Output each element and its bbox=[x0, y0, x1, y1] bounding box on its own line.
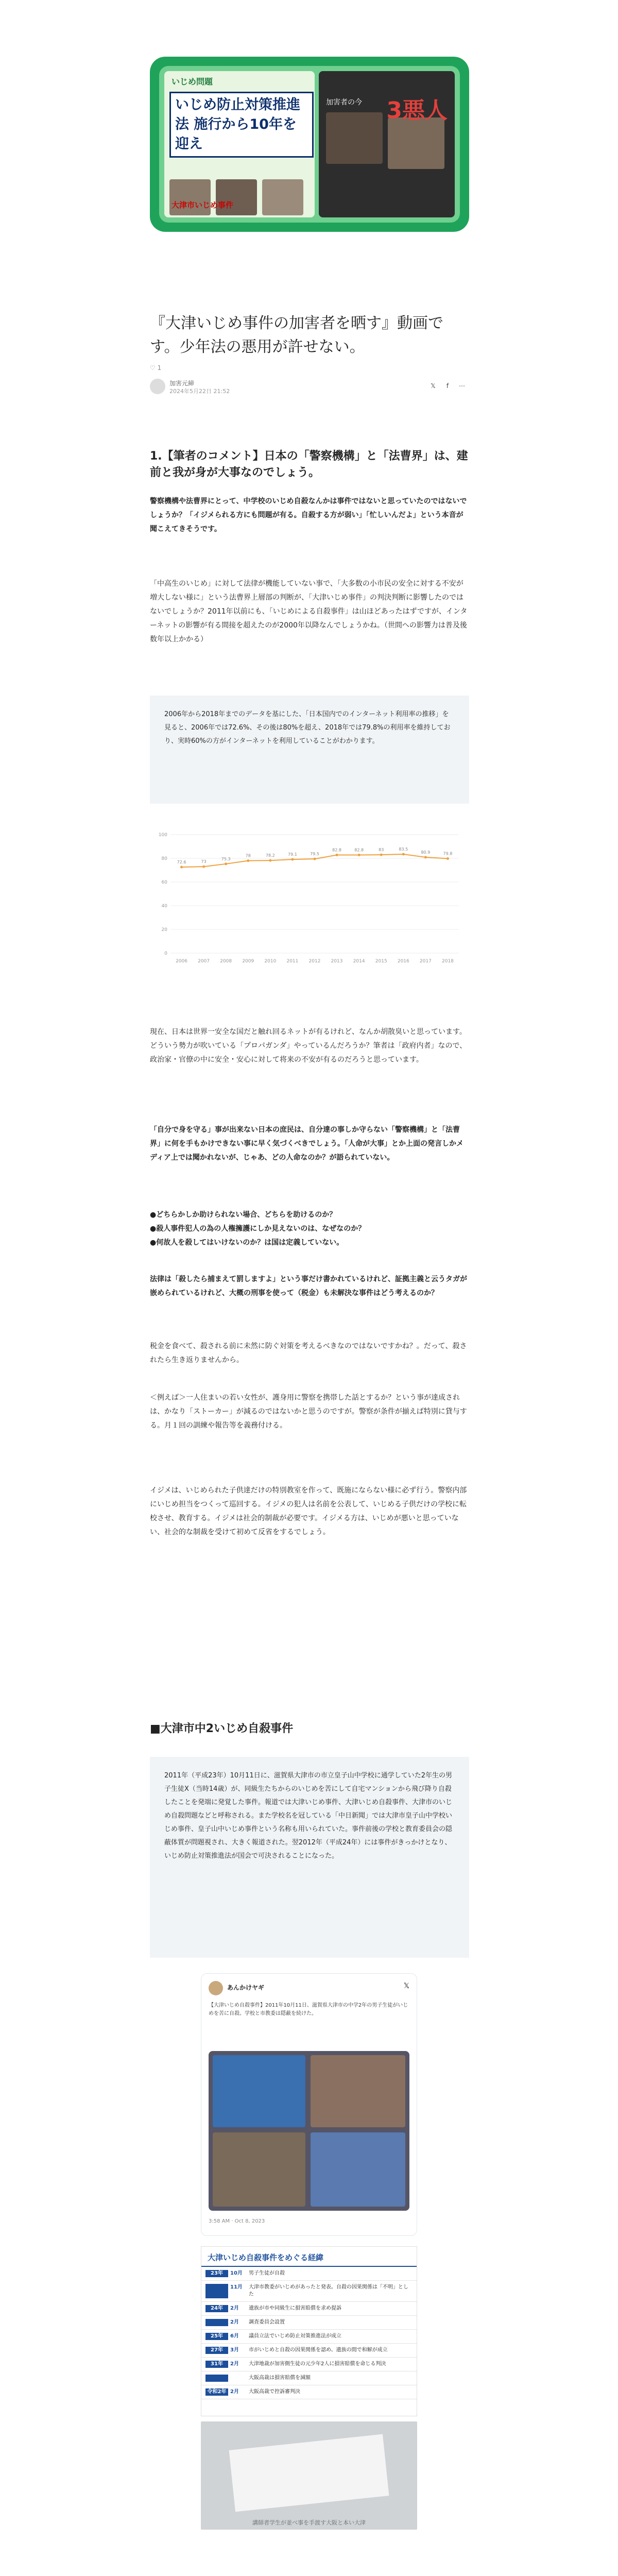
chart-point bbox=[247, 859, 249, 862]
like-count[interactable]: ♡ 1 bbox=[150, 364, 162, 371]
chart-data-label: 78 bbox=[245, 853, 251, 858]
chart-point bbox=[380, 854, 383, 856]
tweet-author[interactable]: あんかけヤギ bbox=[227, 1984, 265, 1991]
timeline-year: 23年 bbox=[205, 2270, 228, 2277]
timeline-year bbox=[205, 2284, 228, 2298]
timeline-infographic bbox=[201, 2246, 417, 2416]
chart-point bbox=[424, 856, 427, 858]
chart-point bbox=[202, 866, 205, 868]
timeline-text: 市がいじめと自殺の因果関係を認め、遺族の間で和解が成立 bbox=[249, 2347, 388, 2353]
timeline-year: 27年 bbox=[205, 2347, 228, 2354]
timeline-text: 男子生徒が自殺 bbox=[249, 2270, 285, 2276]
timeline-title: 大津いじめ自殺事件をめぐる経緯 bbox=[201, 2247, 417, 2267]
bullet-2: ●殺人事件犯人の為の人権擁護にしか見えないのは、なぜなのか？ bbox=[150, 1225, 366, 1233]
x-logo-icon[interactable]: 𝕏 bbox=[403, 1982, 409, 1990]
timeline-year: 令和2年 bbox=[205, 2388, 228, 2396]
chart-x-tick: 2016 bbox=[397, 959, 409, 964]
timeline-year: 25年 bbox=[205, 2333, 228, 2340]
avatar[interactable] bbox=[150, 379, 165, 394]
chart-data-label: 80.9 bbox=[421, 850, 431, 855]
section-1-para-5: 法律は「殺したら捕まえて罰しますよ」という事だけ書かれているけれど、証拠主義と云うタガが嵌められているけれど、大概の刑事を使って（税金）も未解決な事件はどう考えるのか？ bbox=[150, 1275, 467, 1297]
hero-frame bbox=[159, 66, 460, 223]
incident-summary-text: 2011年（平成23年）10月11日に、滋賀県大津市の市立皇子山中学校に通学していた2年生の男子生徒X（当時14歳）が、同級生たちからのいじめを苦にして自宅マンションから飛び降り自殺したことを発端に発覚した事件。報道では大津いじめ事件、大津いじめ自殺事件、大津市のいじめ自殺問題などと呼称される。また学校名を冠している「中日新聞」では大津市皇子山中学校いじめ事件、皇子山中いじめ事件という名称も用いられていた。事件前後の学校と教育委員会の隠蔽体質が問題視され、大きく報道された。翌2012年（平成24年）には事件がきっかけとなり、いじめ防止対策推進法が国会で可決されることになった。 bbox=[164, 1772, 453, 1860]
hero-photo-4 bbox=[326, 112, 383, 164]
chart-x-tick: 2006 bbox=[176, 959, 187, 964]
timeline-month: 10月 bbox=[230, 2270, 243, 2276]
timeline-month: 11月 bbox=[230, 2284, 243, 2290]
tweet-media-3 bbox=[213, 2132, 305, 2207]
chart-y-tick: 80 bbox=[161, 856, 167, 861]
chart-x-tick: 2014 bbox=[353, 959, 365, 964]
chart-data-label: 79.1 bbox=[288, 852, 297, 857]
chart-data-label: 78.2 bbox=[265, 853, 275, 858]
section-1-para-8: イジメは、いじめられた子供達だけの特別教室を作って、既施にならない様に必ず行う。警察内部にいじめ担当をつくって巡回する。イジメの犯人は名前を公表して、いじめる子供だけの学校に転校させ、教育する。イジメは社会的制裁が必要です。イジメる方は、いじめが悪いと思っていない、社会的な制裁を受けて初めて反省をするでしょう。 bbox=[150, 1486, 467, 1536]
timeline-row bbox=[201, 2385, 417, 2399]
article-meta bbox=[150, 364, 469, 399]
chart-x-tick: 2013 bbox=[331, 959, 343, 964]
timeline-text: 議員立法でいじめ防止対策推進法が成立 bbox=[249, 2333, 341, 2339]
tweet-media-1 bbox=[213, 2055, 305, 2127]
timeline-month: 3月 bbox=[230, 2347, 239, 2353]
chart-point bbox=[291, 858, 294, 861]
timeline-month: 2月 bbox=[230, 2389, 239, 2395]
embedded-tweet[interactable] bbox=[201, 1973, 417, 2236]
timeline-month: 6月 bbox=[230, 2333, 239, 2339]
chart-data-label: 83 bbox=[379, 848, 384, 853]
chart-x-tick: 2008 bbox=[220, 959, 232, 964]
chart-point bbox=[358, 854, 360, 856]
timeline-row bbox=[201, 2358, 417, 2371]
section-1-para-1: 警察機構や法曹界にとって、中学校のいじめ自殺なんかは事件ではないと思っていたのではないでしょうか？「イジメられる方にも問題が有る。自殺する方が弱い」「忙しいんだよ」という本音が聞こえてきそうです。 bbox=[150, 497, 467, 533]
tweet-media-4 bbox=[311, 2132, 405, 2207]
internet-usage-chart bbox=[150, 819, 469, 974]
chart-point bbox=[447, 857, 449, 860]
section-2-heading: ■大津市中2いじめ自殺事件 bbox=[150, 1722, 294, 1735]
chart-svg bbox=[150, 819, 469, 974]
chart-point bbox=[269, 859, 271, 862]
chart-x-tick: 2011 bbox=[286, 959, 299, 964]
document-caption: 講師者学生が並べ事を手渡す大阪と本い大津 bbox=[252, 2519, 366, 2526]
section-1-para-7: ＜例えば＞一人住まいの若い女性が、護身用に警察を携帯した話とするか？という事が達成されは、かなり「ストーカー」が減るのではないかと思うのですが。警察が条件が揃えば特別に貸与する。月１回の訓練や報告等を義務付ける。 bbox=[150, 1394, 467, 1430]
chart-point bbox=[402, 853, 405, 855]
timeline-text: 遺族が市や同級生に損害賠償を求め提訴 bbox=[249, 2306, 341, 2311]
timeline-row bbox=[201, 2371, 417, 2385]
chart-data-label: 73 bbox=[201, 859, 207, 865]
section-1-bullets bbox=[150, 1208, 469, 1250]
tweet-avatar[interactable] bbox=[209, 1981, 223, 1995]
chart-data-label: 79.8 bbox=[443, 851, 453, 856]
section-1-heading: 1.【筆者のコメント】日本の「警察機構」と「法曹界」は、建前と我が身が大事なのでしょう。 bbox=[150, 450, 468, 479]
tweet-media[interactable] bbox=[209, 2051, 409, 2211]
section-1-para-3: 現在、日本は世界一安全な国だと触れ回るネットが有るけれど、なんか胡散臭いと思っています。どういう勢力が吹いている「プロパガンダ」やっているんだろうか？筆者は「政府内者」なので、政治家・官僚の中に安全・安心に対して将来の不安が有るのだろうと思っています。 bbox=[150, 1028, 467, 1064]
chart-data-label: 82.8 bbox=[354, 848, 364, 853]
timeline-text: 大津地裁が加害側生徒の元少年2人に損害賠償を命じる判決 bbox=[249, 2361, 386, 2367]
more-options-icon[interactable]: ⋯ bbox=[459, 382, 465, 389]
timeline-month: 2月 bbox=[230, 2306, 239, 2311]
timeline-row bbox=[201, 2267, 417, 2281]
chart-data-label: 83.5 bbox=[399, 846, 408, 852]
chart-data-label: 72.6 bbox=[177, 860, 186, 865]
timeline-month bbox=[230, 2375, 249, 2382]
twitter-share-icon[interactable]: 𝕏 bbox=[431, 382, 436, 389]
facebook-share-icon[interactable]: f bbox=[446, 382, 449, 389]
tweet-media-2 bbox=[311, 2055, 405, 2127]
tweet-time: 3:58 AM · Oct 8, 2023 bbox=[209, 2218, 265, 2224]
timeline-row bbox=[201, 2302, 417, 2316]
chart-y-tick: 100 bbox=[158, 833, 167, 838]
hero-sub: 大津市いじめ事件 bbox=[171, 200, 234, 210]
chart-x-tick: 2007 bbox=[198, 959, 210, 964]
document-shape bbox=[229, 2434, 389, 2512]
timeline-text: 大津市教委がいじめがあったと発表。自殺の因果関係は「不明」とした bbox=[249, 2284, 408, 2297]
timeline-year: 24年 bbox=[205, 2305, 228, 2312]
stat-box bbox=[150, 696, 469, 804]
hero-image bbox=[150, 57, 469, 232]
section-1-para-2: 「中高生のいじめ」に対して法律が機能していない事で、「大多数の小市民の安全に対する不安が増大しない様に」という法曹界上層部の判断が、「大津いじめ事件」の判決判断に影響したのではないでしょうか？2011年以前にも、「いじめによる自殺事件」は山ほどあったはずですが、インターネットの影響が有る間接を超えたのが2000年以降なんでしょうかね。（世間への影響力は普及後数年以上かかる） bbox=[150, 580, 468, 643]
chart-x-tick: 2018 bbox=[442, 959, 454, 964]
bullet-3: ●何故人を殺してはいけないのか？は国は定義していない。 bbox=[150, 1239, 344, 1247]
chart-point bbox=[180, 866, 183, 869]
timeline-month: 2月 bbox=[230, 2361, 239, 2367]
like-count-value: 1 bbox=[157, 364, 162, 371]
timeline-month: 2月 bbox=[230, 2319, 239, 2325]
chart-x-tick: 2009 bbox=[242, 959, 254, 964]
hero-badge: いじめ問題 bbox=[171, 77, 213, 87]
author-name[interactable]: 加害元締 bbox=[169, 380, 195, 387]
post-date: 2024年5月22日 21:52 bbox=[169, 388, 230, 395]
hero-left-panel bbox=[164, 71, 315, 217]
hero-right-small: 加害者の今 bbox=[326, 98, 362, 107]
chart-y-tick: 0 bbox=[164, 951, 167, 956]
chart-y-tick: 40 bbox=[161, 904, 167, 909]
chart-point bbox=[336, 854, 338, 856]
timeline-row bbox=[201, 2344, 417, 2358]
chart-point bbox=[225, 862, 227, 865]
article-title: 『大津いじめ事件の加害者を晒す』動画です。少年法の悪用が許せない。 bbox=[150, 314, 443, 356]
document-photo bbox=[201, 2421, 417, 2530]
timeline-row bbox=[201, 2330, 417, 2344]
timeline-rows bbox=[201, 2267, 417, 2399]
incident-summary-box bbox=[150, 1757, 469, 1958]
timeline-text: 調査委員会設置 bbox=[249, 2319, 285, 2325]
hero-right-panel bbox=[319, 71, 455, 217]
hero-right-label: 3悪人 bbox=[386, 97, 448, 124]
hero-photo-3 bbox=[262, 179, 303, 215]
chart-x-tick: 2012 bbox=[308, 959, 321, 964]
tweet-text: 【大津いじめ自殺事件】2011年10月11日、滋賀県大津市の中学2年の男子生徒がいじめを苦に自殺。学校と市教委は隠蔽を続けた。 bbox=[209, 2003, 408, 2016]
timeline-text: 大阪高裁は損害賠償を減額 bbox=[249, 2375, 311, 2381]
chart-data-label: 75.3 bbox=[221, 856, 231, 861]
hero-title: いじめ防止対策推進法 施行から10年を迎え bbox=[169, 92, 314, 158]
section-1-para-6: 税金を食べて、殺される前に未然に防ぐ対策を考えるべきなのではないですかね？。だって、殺されたら生き返りませんから。 bbox=[150, 1342, 467, 1364]
timeline-year bbox=[205, 2319, 228, 2326]
timeline-text: 大阪高裁で控訴審判決 bbox=[249, 2389, 300, 2395]
timeline-year: 31年 bbox=[205, 2361, 228, 2368]
stat-box-text: 2006年から2018年までのデータを基にした、「日本国内でのインターネット利用率の推移」を見ると、2006年では72.6%、その後は80%を超え、2018年では79.8%の利用率を維持しており、実時60%の方がインターネットを利用していることがわかります。 bbox=[164, 710, 451, 745]
hero-photo-5 bbox=[388, 117, 444, 169]
timeline-row bbox=[201, 2281, 417, 2302]
chart-x-tick: 2015 bbox=[375, 959, 387, 964]
chart-data-label: 82.8 bbox=[332, 848, 341, 853]
timeline-year bbox=[205, 2375, 228, 2382]
chart-x-tick: 2010 bbox=[264, 959, 277, 964]
bullet-1: ●どちらかしか助けられない場合、どちらを助けるのか？ bbox=[150, 1211, 337, 1219]
chart-data-label: 79.5 bbox=[310, 852, 319, 857]
chart-x-tick: 2017 bbox=[419, 959, 432, 964]
chart-point bbox=[314, 858, 316, 860]
chart-y-tick: 60 bbox=[161, 880, 167, 885]
chart-y-tick: 20 bbox=[161, 927, 167, 933]
section-1-para-4: 「自分で身を守る」事が出来ない日本の庶民は、自分達の事しか守らない「警察機構」と「法曹界」に何を手もかけできない事に早く気づくべきでしょう。「人命が大事」とか上面の発言しかメディア上では聞かれないが、じゃあ、どの人命なのか？が語られていない。 bbox=[150, 1126, 464, 1162]
timeline-row bbox=[201, 2316, 417, 2330]
